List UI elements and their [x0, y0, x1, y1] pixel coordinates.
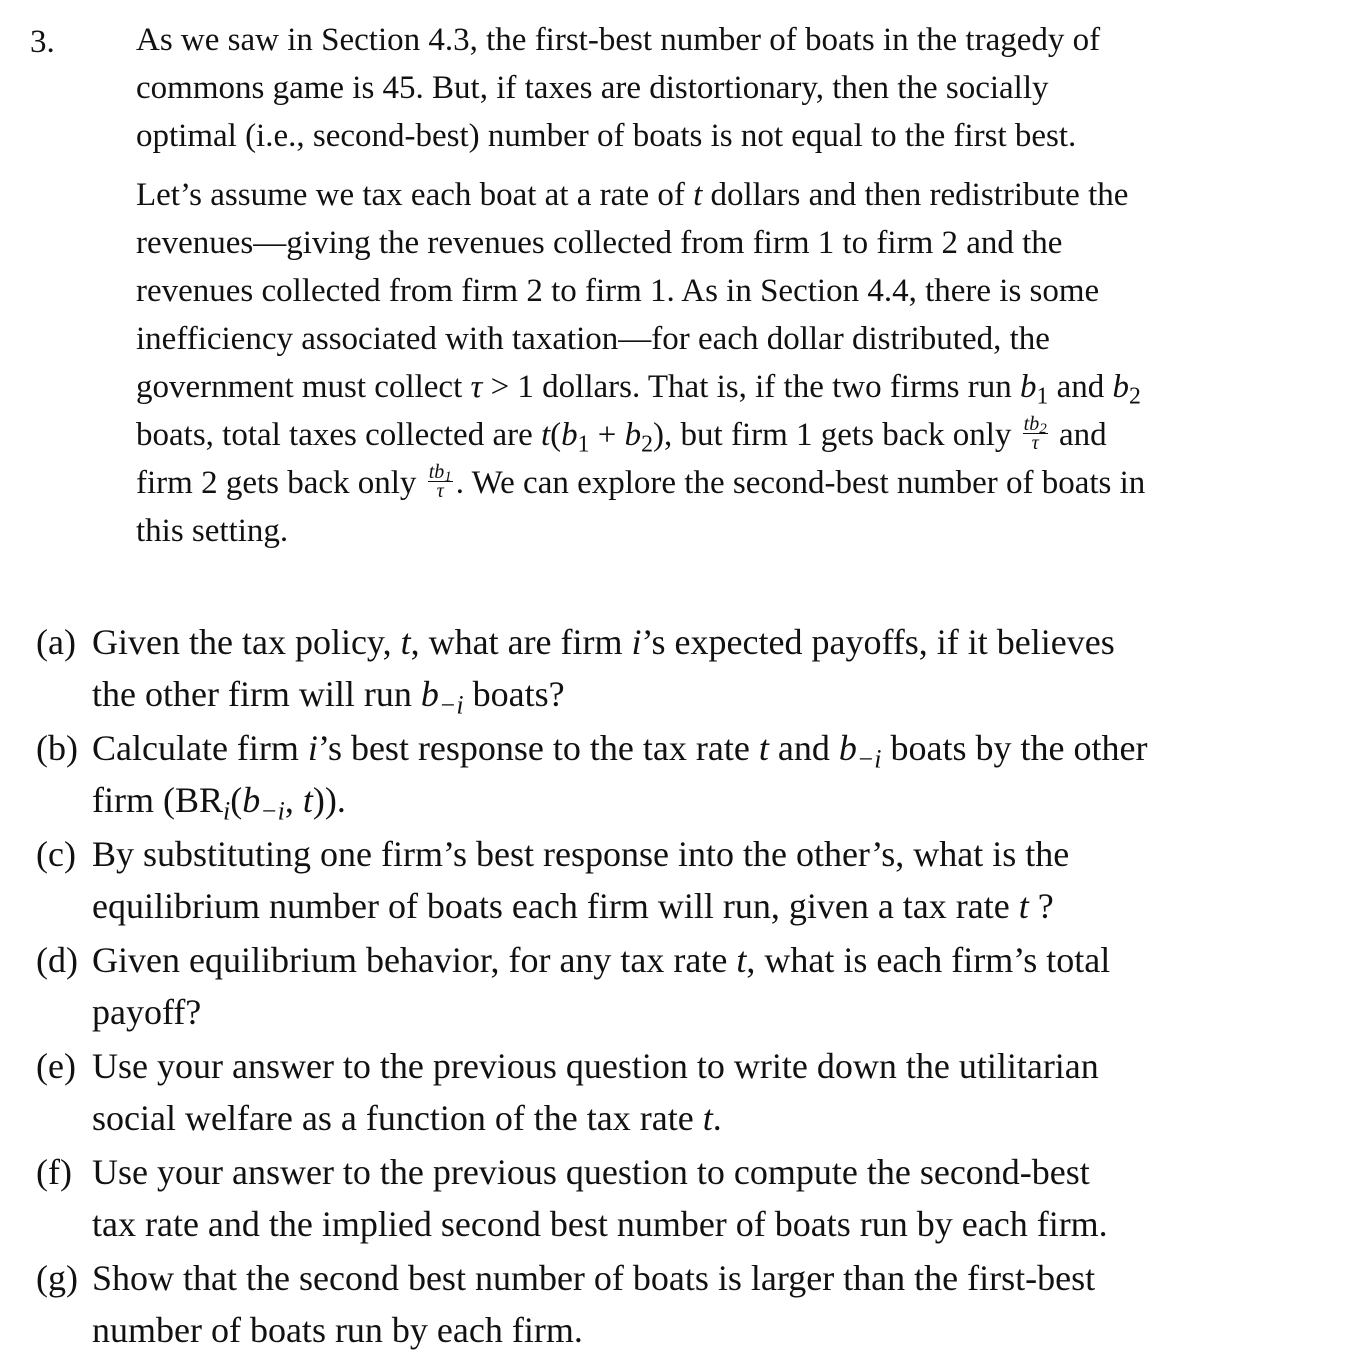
- text-line: firm 2 gets back only $\frac{tb_1}{\tau}$ . We can explore the second-best number of boats in: [136, 460, 1146, 502]
- text-line: Show that the second best number of boats is larger than the first-best: [92, 1258, 1096, 1298]
- part-label: (d): [36, 940, 78, 980]
- part-e: [30, 1040, 1350, 1144]
- text-line: optimal (i.e., second-best) number of boats is not equal to the first best.: [136, 118, 1077, 154]
- text-line: As we saw in Section 4.3, the first-best number of boats in the tragedy of: [136, 22, 1101, 58]
- intro-paragraph-1: [136, 16, 1336, 160]
- text-line: payoff?: [92, 992, 202, 1032]
- part-label: (e): [36, 1046, 76, 1086]
- intro-paragraph-2: [136, 171, 1336, 555]
- part-f: [30, 1146, 1350, 1250]
- fraction-tb1-over-tau: $\frac{tb_1}{\tau}$: [428, 460, 452, 502]
- text-line: Given equilibrium behavior, for any tax rate t, what is each firm’s total: [92, 940, 1111, 980]
- text-line: Use your answer to the previous question to compute the second-best: [92, 1152, 1090, 1192]
- text-line: commons game is 45. But, if taxes are distortionary, then the socially: [136, 70, 1049, 106]
- text-line: this setting.: [136, 513, 289, 549]
- part-label: (c): [36, 834, 76, 874]
- text-line: social welfare as a function of the tax rate t.: [92, 1098, 722, 1138]
- text-line: By substituting one firm’s best response into the other’s, what is the: [92, 834, 1070, 874]
- part-b: [30, 722, 1350, 826]
- part-g: [30, 1252, 1350, 1356]
- text-line: government must collect τ > 1 dollars. That is, if the two firms run $b_1$ and $b_2$: [136, 369, 1141, 410]
- text-line: boats, total taxes collected are $t(b_1 + b_2)$, but firm 1 gets back only $\frac{tb_2}{\tau}$ and: [136, 412, 1107, 458]
- text-line: revenues collected from firm 2 to firm 1. As in Section 4.4, there is some: [136, 273, 1100, 309]
- part-label: (a): [36, 622, 76, 662]
- fraction-tb2-over-tau: $\frac{tb_2}{\tau}$: [1023, 412, 1047, 454]
- part-label: (f): [36, 1152, 72, 1192]
- part-d: [30, 934, 1350, 1038]
- question-parts: [30, 616, 1350, 1358]
- text-line: number of boats run by each firm.: [92, 1310, 583, 1350]
- text-line: equilibrium number of boats each firm will run, given a tax rate t ?: [92, 886, 1054, 926]
- text-line: firm ($BR_i(b_{-i}$, t)).: [92, 780, 346, 826]
- text-line: revenues—giving the revenues collected from firm 1 to firm 2 and the: [136, 225, 1063, 261]
- text-line: Calculate firm i’s best response to the tax rate t and $b_{-i}$ boats by the other: [92, 728, 1148, 774]
- part-a: [30, 616, 1350, 720]
- text-line: tax rate and the implied second best number of boats run by each firm.: [92, 1204, 1108, 1244]
- part-label: (g): [36, 1258, 78, 1298]
- text-line: inefficiency associated with taxation—for each dollar distributed, the: [136, 321, 1050, 357]
- part-label: (b): [36, 728, 78, 768]
- problem-number: 3.: [30, 24, 55, 60]
- text-line: Use your answer to the previous question to write down the utilitarian: [92, 1046, 1099, 1086]
- text-line: Given the tax policy, t, what are firm i’s expected payoffs, if it believes: [92, 622, 1115, 662]
- part-c: [30, 828, 1350, 932]
- text-line: Let’s assume we tax each boat at a rate of t dollars and then redistribute the: [136, 177, 1129, 213]
- text-line: the other firm will run $b_{-i}$ boats?: [92, 674, 565, 720]
